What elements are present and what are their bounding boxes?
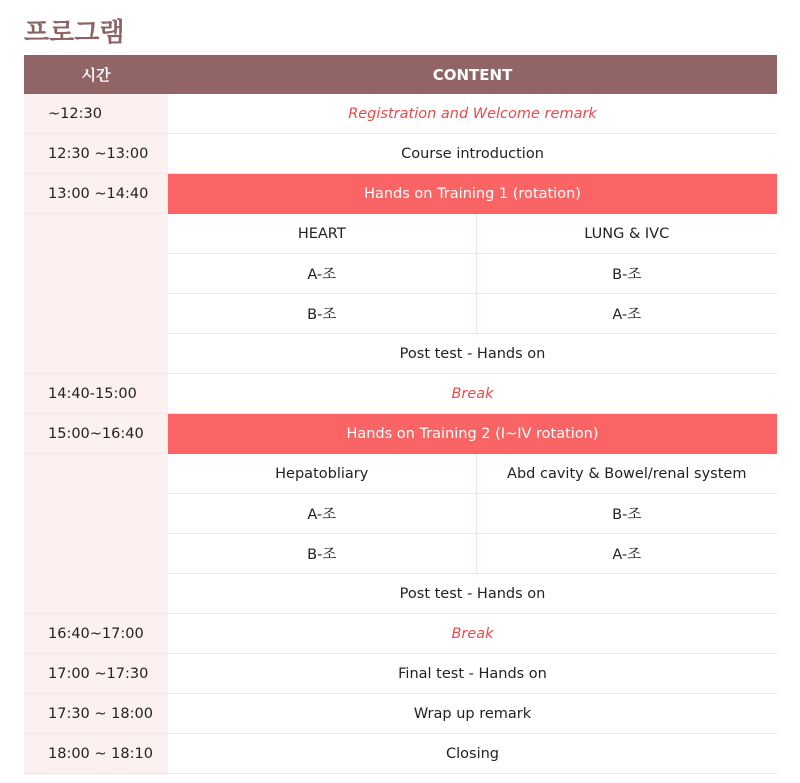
group-cell: A-조: [168, 494, 476, 534]
group-cell: A-조: [476, 534, 777, 574]
table-header-row: [24, 55, 777, 94]
time-cell: 12:30 ~13:00: [24, 134, 168, 174]
group-cell: B-조: [476, 254, 777, 294]
table-row: [24, 654, 777, 694]
group-header-cell: LUNG & IVC: [476, 214, 777, 254]
table-row: [24, 174, 777, 214]
content-cell: Post test - Hands on: [168, 574, 777, 614]
table-row: [24, 694, 777, 734]
break-cell: Break: [168, 614, 777, 654]
break-cell: Break: [168, 374, 777, 414]
time-cell-empty: [24, 454, 168, 614]
table-row: [24, 214, 777, 254]
content-cell: Course introduction: [168, 134, 777, 174]
time-cell-empty: [24, 214, 168, 374]
group-cell: A-조: [476, 294, 777, 334]
session-highlight-cell: Hands on Training 2 (I~IV rotation): [168, 414, 777, 454]
time-cell: 17:30 ~ 18:00: [24, 694, 168, 734]
column-header-content: CONTENT: [168, 55, 777, 94]
content-cell: Registration and Welcome remark: [168, 94, 777, 134]
content-cell: Wrap up remark: [168, 694, 777, 734]
group-cell: B-조: [168, 534, 476, 574]
time-cell: 13:00 ~14:40: [24, 174, 168, 214]
page-title: 프로그램: [24, 18, 125, 48]
time-cell: 18:00 ~ 18:10: [24, 734, 168, 774]
table-row: [24, 374, 777, 414]
time-cell: 16:40~17:00: [24, 614, 168, 654]
table-row: [24, 414, 777, 454]
time-cell: 14:40-15:00: [24, 374, 168, 414]
time-cell: 15:00~16:40: [24, 414, 168, 454]
group-cell: B-조: [168, 294, 476, 334]
table-row: [24, 734, 777, 774]
session-highlight-cell: Hands on Training 1 (rotation): [168, 174, 777, 214]
content-cell: Post test - Hands on: [168, 334, 777, 374]
group-header-cell: HEART: [168, 214, 476, 254]
group-cell: B-조: [476, 494, 777, 534]
table-row: [24, 614, 777, 654]
group-header-cell: Hepatobliary: [168, 454, 476, 494]
program-table: [24, 55, 777, 774]
time-cell: 17:00 ~17:30: [24, 654, 168, 694]
content-cell: Final test - Hands on: [168, 654, 777, 694]
table-row: [24, 454, 777, 494]
group-header-cell: Abd cavity & Bowel/renal system: [476, 454, 777, 494]
column-header-time: 시간: [24, 55, 168, 94]
time-cell: ~12:30: [24, 94, 168, 134]
group-cell: A-조: [168, 254, 476, 294]
content-cell: Closing: [168, 734, 777, 774]
table-row: [24, 134, 777, 174]
table-row: [24, 94, 777, 134]
